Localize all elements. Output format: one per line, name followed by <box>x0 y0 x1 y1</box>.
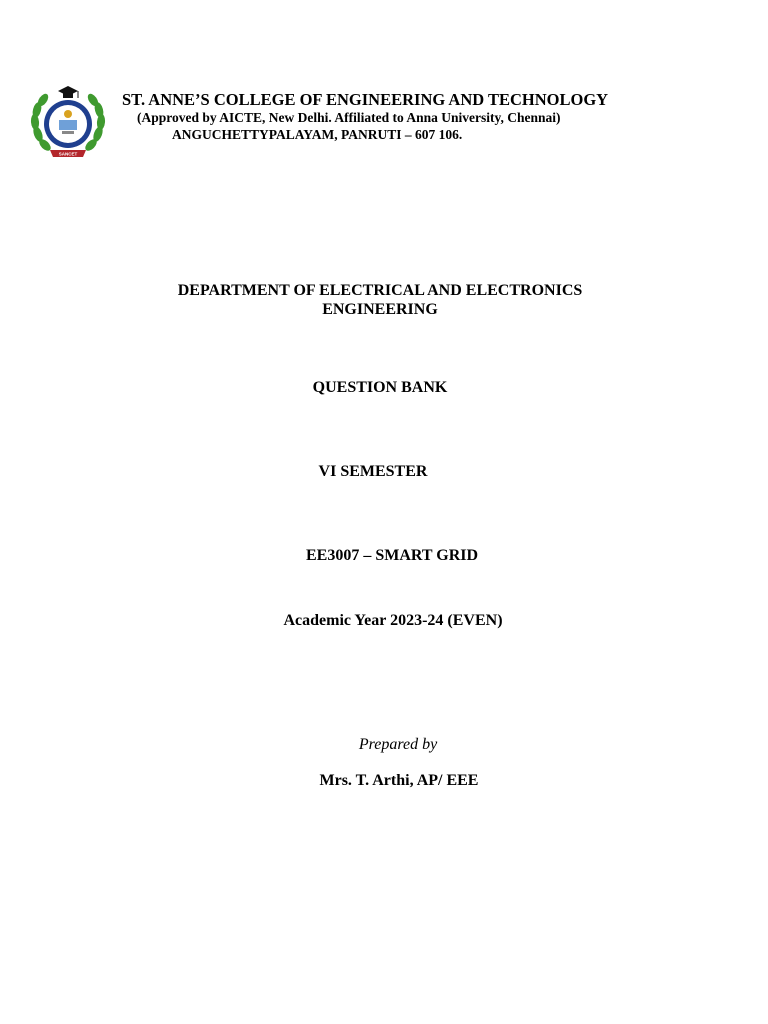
graduation-cap-icon <box>58 86 78 98</box>
logo-emblem-text: SANCET <box>58 151 78 157</box>
college-logo <box>28 84 108 164</box>
address-line: ANGUCHETTYPALAYAM, PANRUTI – 607 106. <box>172 127 463 142</box>
prepared-by-label: Prepared by <box>358 736 438 753</box>
author-name: Mrs. T. Arthi, AP/ EEE <box>319 772 479 789</box>
academic-year: Academic Year 2023-24 (EVEN) <box>283 612 503 629</box>
department-title <box>0 281 760 319</box>
college-name: ST. ANNE’S COLLEGE OF ENGINEERING AND TECHNOLOGY <box>122 90 609 109</box>
department-line-2: ENGINEERING <box>322 301 438 318</box>
college-emblem-icon <box>28 84 108 164</box>
department-line-1: DEPARTMENT OF ELECTRICAL AND ELECTRONICS <box>177 282 583 299</box>
approval-line: (Approved by AICTE, New Delhi. Affiliated to Anna University, Chennai) <box>137 110 561 125</box>
semester: VI SEMESTER <box>318 463 428 480</box>
course-title: EE3007 – SMART GRID <box>305 547 479 564</box>
document-type: QUESTION BANK <box>312 379 448 396</box>
